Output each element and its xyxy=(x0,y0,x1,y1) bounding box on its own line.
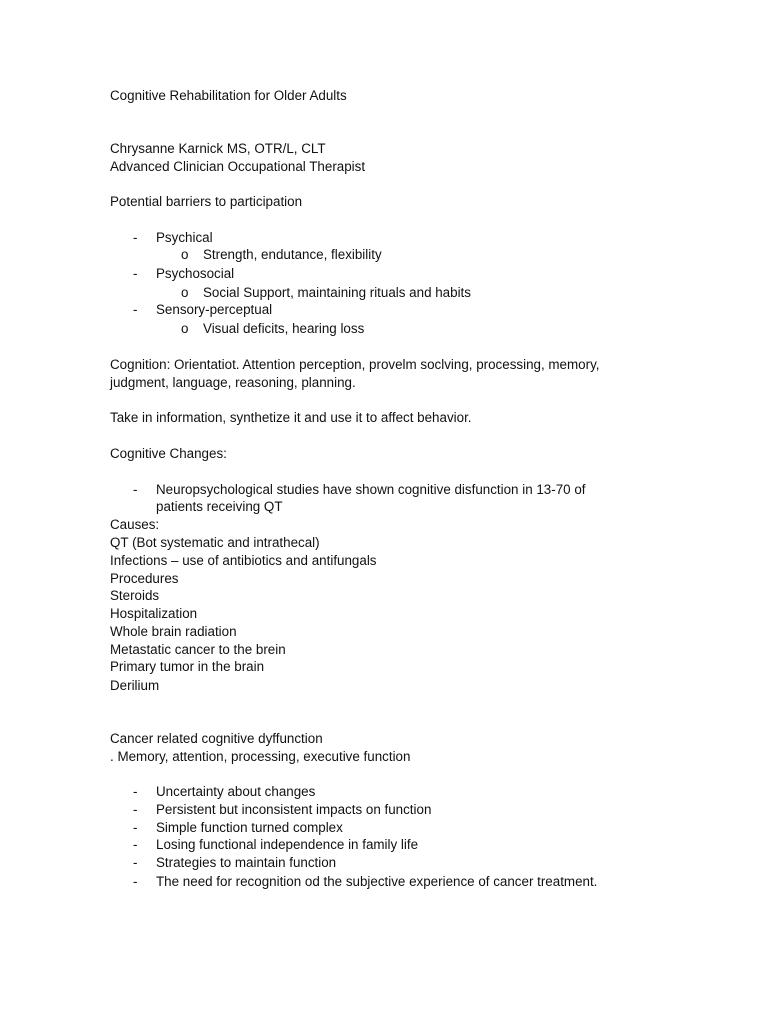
list-dash: - xyxy=(133,482,138,497)
list-dash: - xyxy=(133,784,138,799)
document-title: Cognitive Rehabilitation for Older Adults xyxy=(110,88,347,103)
list-dash: - xyxy=(133,266,138,281)
cognition-line-2: judgment, language, reasoning, planning. xyxy=(110,375,356,390)
study-line-2: patients receiving QT xyxy=(156,499,283,514)
barrier-label: Psychical xyxy=(156,230,213,245)
barriers-heading: Potential barriers to participation xyxy=(110,194,303,209)
cause-item: Infections – use of antibiotics and antifungals xyxy=(110,553,377,568)
list-dash: - xyxy=(133,820,138,835)
barrier-label: Psychosocial xyxy=(156,266,235,281)
crcd-heading: Cancer related cognitive dyffunction xyxy=(110,731,323,746)
cognition-line-1: Cognition: Orientatiot. Attention perception, provelm soclving, processing, memory, xyxy=(110,357,600,372)
list-dash: - xyxy=(133,874,138,889)
list-dash: - xyxy=(133,230,138,245)
cause-item: Derilium xyxy=(110,678,160,693)
crcd-item: Simple function turned complex xyxy=(156,820,343,835)
sub-bullet-marker: o xyxy=(181,321,189,336)
cause-item: Whole brain radiation xyxy=(110,624,237,639)
crcd-item: The need for recognition od the subjective experience of cancer treatment. xyxy=(156,874,598,889)
list-dash: - xyxy=(133,855,138,870)
crcd-item: Strategies to maintain function xyxy=(156,855,337,870)
cause-item: Primary tumor in the brain xyxy=(110,659,265,674)
barrier-label: Sensory-perceptual xyxy=(156,302,273,317)
author-name: Chrysanne Karnick MS, OTR/L, CLT xyxy=(110,141,326,156)
cognitive-changes-heading: Cognitive Changes: xyxy=(110,446,227,461)
study-line-1: Neuropsychological studies have shown cognitive disfunction in 13-70 of xyxy=(156,482,586,497)
crcd-item: Losing functional independence in family life xyxy=(156,837,419,852)
barrier-detail: Visual deficits, hearing loss xyxy=(203,321,365,336)
cause-item: Hospitalization xyxy=(110,606,198,621)
take-in-paragraph: Take in information, synthetize it and use it to affect behavior. xyxy=(110,410,472,425)
crcd-subline: . Memory, attention, processing, executive function xyxy=(110,749,411,764)
crcd-item: Persistent but inconsistent impacts on function xyxy=(156,802,432,817)
barrier-detail: Social Support, maintaining rituals and habits xyxy=(203,285,471,300)
cause-item: Metastatic cancer to the brein xyxy=(110,642,286,657)
crcd-item: Uncertainty about changes xyxy=(156,784,316,799)
sub-bullet-marker: o xyxy=(181,247,189,262)
barrier-detail: Strength, endutance, flexibility xyxy=(203,247,382,262)
list-dash: - xyxy=(133,802,138,817)
cause-item: Procedures xyxy=(110,571,179,586)
author-role: Advanced Clinician Occupational Therapist xyxy=(110,159,366,174)
sub-bullet-marker: o xyxy=(181,285,189,300)
cause-item: Steroids xyxy=(110,588,160,603)
list-dash: - xyxy=(133,837,138,852)
causes-heading: Causes: xyxy=(110,517,160,532)
cause-item: QT (Bot systematic and intrathecal) xyxy=(110,535,320,550)
list-dash: - xyxy=(133,302,138,317)
